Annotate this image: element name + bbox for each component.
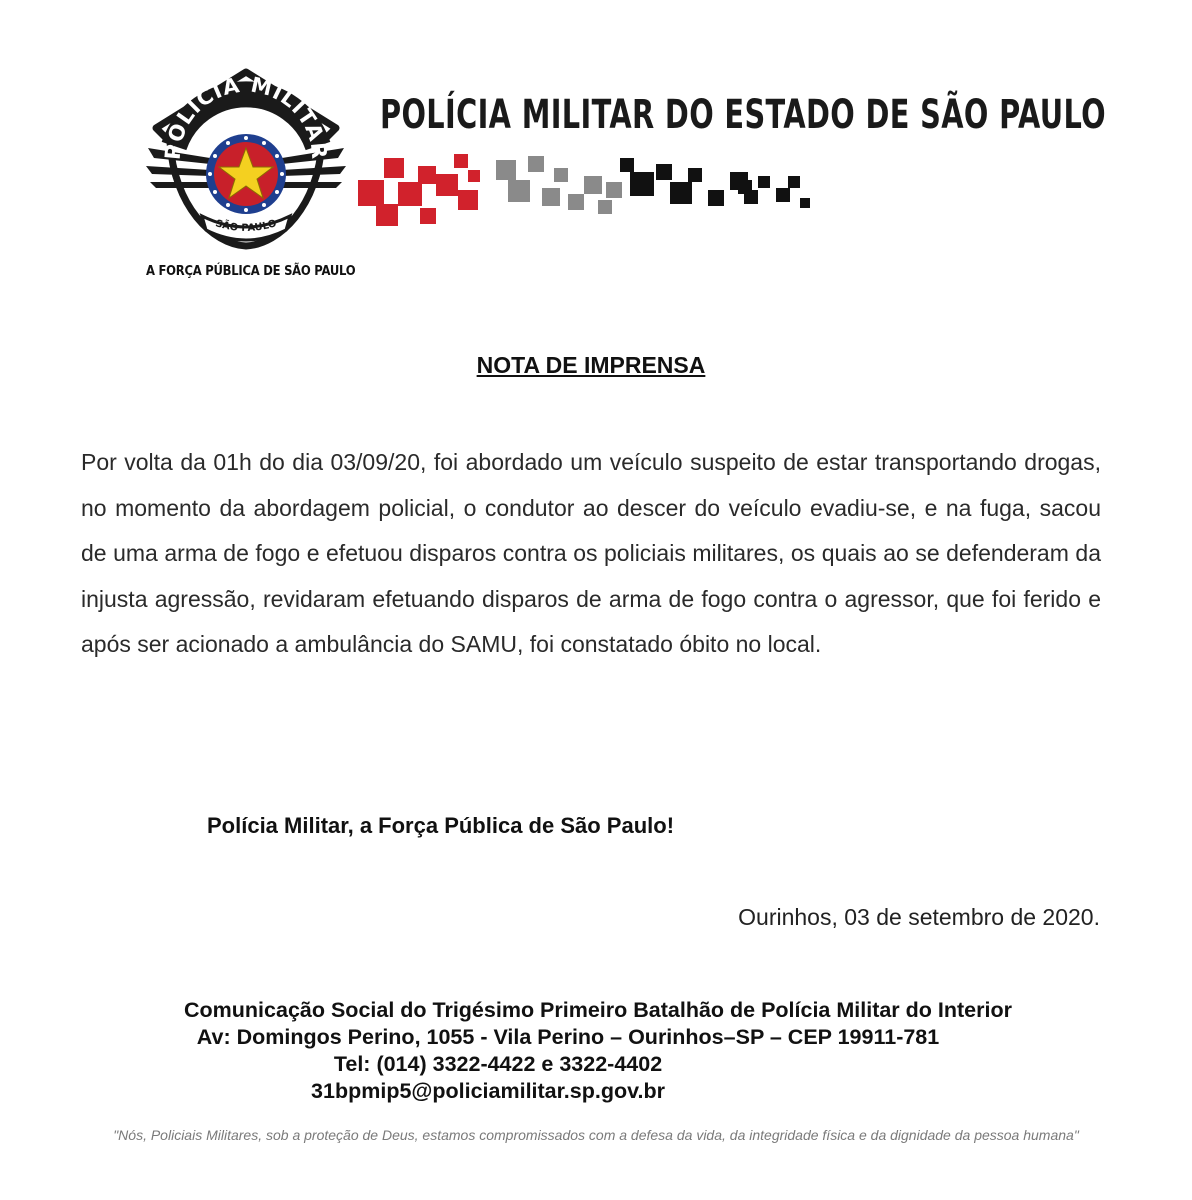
pm-emblem-logo — [140, 66, 352, 252]
mosaic-square — [496, 160, 516, 180]
mosaic-square — [568, 194, 584, 210]
mosaic-square — [468, 170, 480, 182]
footer-phone: Tel: (014) 3322-4422 e 3322-4402 — [333, 1052, 663, 1076]
svg-text:SÃO PAULO: SÃO PAULO — [214, 218, 278, 235]
mosaic-square — [454, 154, 468, 168]
mosaic-square — [738, 180, 752, 194]
mosaic-square — [458, 190, 478, 210]
motto: "Nós, Policiais Militares, sob a proteção de Deus, estamos compromissados com a defesa da vida, da integridade física e da dignidade da pessoa humana" — [113, 1127, 1079, 1143]
mosaic-square — [528, 156, 544, 172]
mosaic-square — [776, 188, 790, 202]
mosaic-square — [376, 204, 398, 226]
mosaic-square — [554, 168, 568, 182]
organization-title: POLÍCIA MILITAR DO ESTADO DE SÃO PAULO — [380, 92, 1107, 138]
mosaic-square — [398, 182, 422, 206]
mosaic-square — [384, 158, 404, 178]
mosaic-square — [436, 174, 458, 196]
mosaic-square — [708, 190, 724, 206]
mosaic-square — [508, 180, 530, 202]
mosaic-square — [358, 180, 384, 206]
emblem-tagline: A FORÇA PÚBLICA DE SÃO PAULO — [146, 263, 356, 279]
mosaic-square — [584, 176, 602, 194]
mosaic-square — [630, 172, 654, 196]
mosaic-square — [606, 182, 622, 198]
pixel-mosaic-graphic — [358, 150, 828, 250]
mosaic-square — [800, 198, 810, 208]
footer-contact-block — [0, 997, 1192, 1105]
mosaic-square — [620, 158, 634, 172]
mosaic-square — [688, 168, 702, 182]
dateline: Ourinhos, 03 de setembro de 2020. — [738, 904, 1100, 930]
footer-address: Av: Domingos Perino, 1055 - Vila Perino – Ourinhos–SP – CEP 19911-781 — [196, 1025, 940, 1049]
slogan: Polícia Militar, a Força Pública de São Paulo! — [207, 813, 675, 838]
svg-text:POLÍCIA MILITAR: POLÍCIA MILITAR — [160, 72, 332, 161]
footer-email[interactable]: 31bpmip5@policiamilitar.sp.gov.br — [311, 1079, 665, 1103]
press-note-body: Por volta da 01h do dia 03/09/20, foi abordado um veículo suspeito de estar transportando drogas, no momento da abordagem policial, o condutor ao descer do veículo evadiu-se, e na fuga, sacou de uma arma de fogo e efetuou disparos contra os policiais militares, os quais ao se defenderam da injusta agressão, revidaram efetuando disparos de arma de fogo contra o agressor, que foi ferido e após ser acionado a ambulância do SAMU, foi constatado óbito no local. — [81, 449, 1101, 657]
footer-unit: Comunicação Social do Trigésimo Primeiro Batalhão de Polícia Militar do Interior — [184, 998, 1012, 1022]
mosaic-square — [598, 200, 612, 214]
mosaic-square — [788, 176, 800, 188]
mosaic-square — [670, 182, 692, 204]
mosaic-square — [542, 188, 560, 206]
mosaic-square — [418, 166, 436, 184]
mosaic-square — [656, 164, 672, 180]
mosaic-square — [758, 176, 770, 188]
document-heading: NOTA DE IMPRENSA — [476, 352, 706, 378]
mosaic-square — [420, 208, 436, 224]
